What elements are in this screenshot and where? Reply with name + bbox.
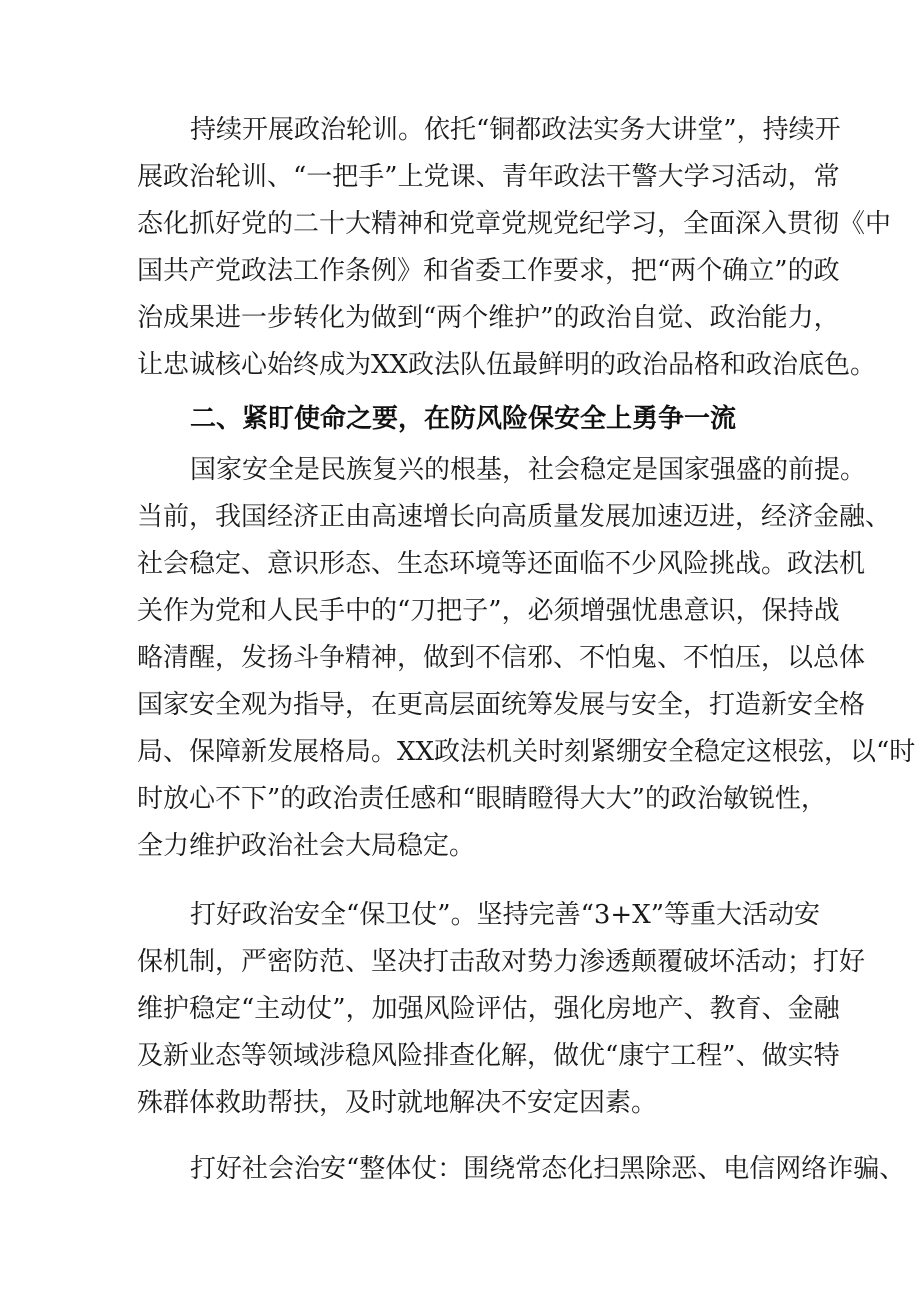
paragraph-line: 维护稳定“主动仗”，加强风险评估，强化房地产、教育、金融 bbox=[137, 994, 840, 1024]
paragraph-line: 社会稳定、意识形态、生态环境等还面临不少风险挑战。政法机 bbox=[137, 549, 866, 579]
paragraph-line: 国家安全是民族复兴的根基，社会稳定是国家强盛的前提。 bbox=[190, 455, 867, 485]
paragraph-line: 持续开展政治轮训。依托“铜都政法实务大讲堂”，持续开 bbox=[190, 115, 841, 145]
paragraph-line: 态化抓好党的二十大精神和党章党规党纪学习，全面深入贯彻《中 bbox=[137, 209, 892, 239]
paragraph-line: 局、保障新发展格局。XX政法机关时刻紧绷安全稳定这根弦，以“时 bbox=[137, 737, 916, 767]
paragraph-line: 让忠诚核心始终成为XX政法队伍最鲜明的政治品格和政治底色。 bbox=[137, 350, 877, 380]
paragraph-line: 及新业态等领域涉稳风险排查化解，做优“康宁工程”、做实特 bbox=[137, 1041, 840, 1071]
paragraph-line: 国共产党政法工作条例》和省委工作要求，把“两个确立”的政 bbox=[137, 256, 840, 286]
paragraph-line: 打好社会治安“整体仗：围绕常态化扫黑除恶、电信网络诈骗、 bbox=[190, 1154, 906, 1184]
paragraph-line: 关作为党和人民手中的“刀把子”，必须增强忧患意识，保持战 bbox=[137, 596, 840, 626]
paragraph-line: 展政治轮训、“一把手”上党课、青年政法干警大学习活动，常 bbox=[137, 162, 840, 192]
paragraph-line: 保机制，严密防范、坚决打击敌对势力渗透颠覆破坏活动；打好 bbox=[137, 947, 866, 977]
paragraph-line: 时放心不下”的政治责任感和“眼睛瞪得大大”的政治敏锐性， bbox=[137, 784, 827, 814]
paragraph-line: 全力维护政治社会大局稳定。 bbox=[137, 831, 476, 861]
paragraph-line: 殊群体救助帮扶，及时就地解决不安定因素。 bbox=[137, 1088, 658, 1118]
paragraph-line: 当前，我国经济正由高速增长向高质量发展加速迈进，经济金融、 bbox=[137, 502, 892, 532]
paragraph-line: 略清醒，发扬斗争精神，做到不信邪、不怕鬼、不怕压，以总体 bbox=[137, 643, 866, 673]
paragraph-line: 治成果进一步转化为做到“两个维护”的政治自觉、政治能力， bbox=[137, 303, 840, 333]
section-heading: 二、紧盯使命之要，在防风险保安全上勇争一流 bbox=[190, 404, 737, 434]
paragraph-line: 国家安全观为指导，在更高层面统筹发展与安全，打造新安全格 bbox=[137, 690, 866, 720]
paragraph-line: 打好政治安全“保卫仗”。坚持完善“3+X”等重大活动安 bbox=[190, 900, 821, 930]
